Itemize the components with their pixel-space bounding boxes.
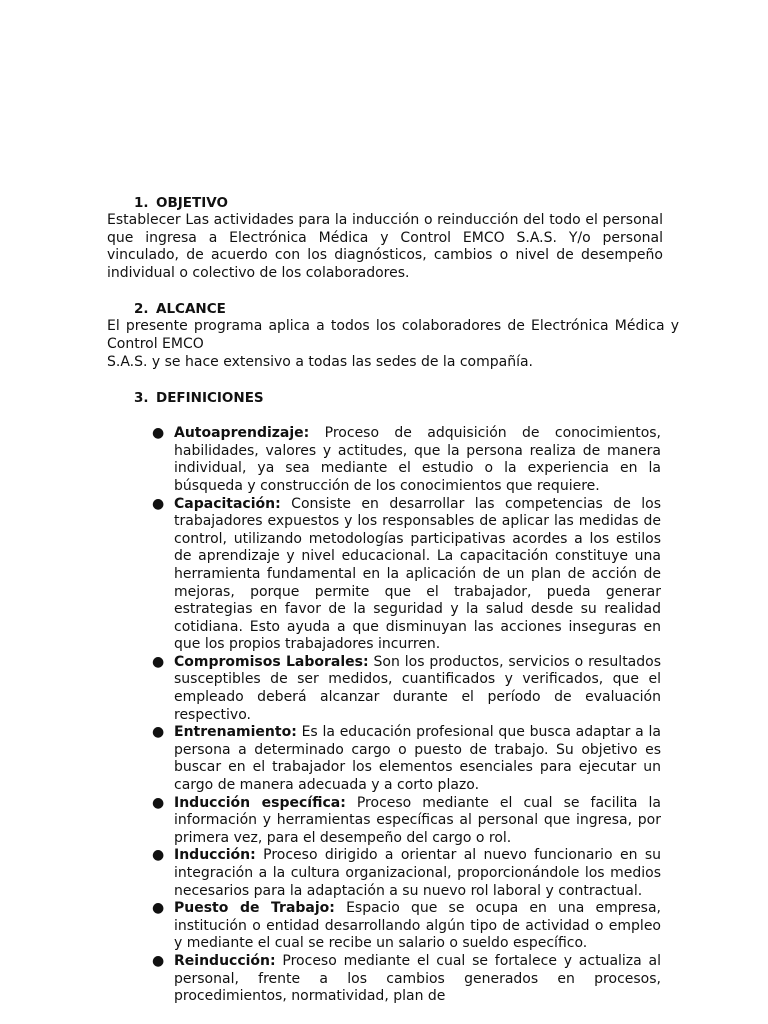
section-title: ALCANCE [156,301,226,318]
definition-text: Espacio que se ocupa en una empresa, institución o entidad desarrollando algún tipo de actividad o empleo y mediante el cual se recibe un salario o sueldo específico. [174,900,662,952]
definition-term: Inducción específica: [174,794,346,811]
definition-text: Son los productos, servicios o resultados susceptibles de ser medidos, cuantificados y verificados, que el empleado deberá alcanzar durante el período de evaluación respectivo. [174,653,662,723]
definition-text: Proceso dirigido a orientar al nuevo funcionario en su integración a la cultura organizacional, proporcionándole los medios necesarios para la adaptación a su nuevo rol laboral y contractual. [174,847,661,899]
definition-text: Es la educación profesional que busca adaptar a la persona a determinado cargo o puesto de trabajo. Su objetivo es buscar en el trabajador los elementos esenciales para ejecutar un cargo de manera adecuada y a corto plazo. [174,724,661,794]
section-title: DEFINICIONES [156,390,264,407]
section-number: 1. [134,195,149,211]
definition-item [152,953,661,1006]
bullet-icon: ● [152,847,165,864]
definition-term: Inducción: [174,847,256,864]
bullet-icon: ● [152,653,165,670]
definition-text: Proceso mediante el cual se fortalece y actualiza al personal, frente a los cambios generados en procesos, procedimientos, normatividad, plan de [174,952,661,1005]
bullet-icon: ● [152,425,165,442]
definition-term: Autoaprendizaje: [174,425,310,442]
definitions-list [107,425,680,1006]
bullet-icon: ● [152,495,165,512]
alcance-paragraph-line-2: S.A.S. y se hace extensivo a todas las sedes de la compañía. [107,353,534,370]
definition-text: Proceso de adquisición de conocimientos, habilidades, valores y actitudes, que la persona realiza de manera individual, ya sea mediante el estudio o la experiencia en la búsqueda y construcción de los conocimientos que requiere. [174,425,661,494]
definition-item [152,496,661,654]
definition-item [152,425,661,495]
definition-item [152,847,661,900]
bullet-icon: ● [152,794,165,811]
section-heading-definiciones [107,389,680,407]
definition-item [152,795,661,848]
definition-term: Entrenamiento: [174,724,297,741]
objetivo-paragraph: Establecer Las actividades para la inducción o reinducción del todo el personal que ingresa a Electrónica Médica y Control EMCO S.A.S. Y/o personal vinculado, de acuerdo con los diagnósticos, cambios o nivel de desempeño individual o colectivo de los colaboradores. [107,212,663,281]
definition-item [152,654,661,724]
section-heading-alcance [107,300,680,318]
definition-term: Capacitación: [174,495,281,512]
section-title: OBJETIVO [156,195,228,211]
bullet-icon: ● [152,952,165,969]
definition-term: Compromisos Laborales: [174,653,369,670]
definition-term: Puesto de Trabajo: [174,900,335,917]
bullet-icon: ● [152,900,165,917]
section-number: 3. [134,390,149,407]
definition-term: Reinducción: [174,952,276,969]
section-number: 2. [134,301,149,318]
definition-text: Proceso mediante el cual se facilita la información y herramientas específicas al personal que ingresa, por primera vez, para el desempeño del cargo o rol. [174,794,662,846]
definition-item [152,900,661,953]
definition-text: Consiste en desarrollar las competencias de los trabajadores expuestos y los responsables de aplicar las medidas de control, utilizando metodologías participativas acordes a los estilos de aprendizaje y nivel educacional. La capacitación constituye una herramienta fundamental en la aplicación de un plan de acción de mejoras, porque permite que el trabajador, pueda generar estrategias en favor de la seguridad y la salud desde su realidad cotidiana. Esto ayuda a que disminuyan las acciones inseguras en que los propios trabajadores incurren. [174,495,661,653]
bullet-icon: ● [152,724,165,741]
alcance-paragraph-line-1: El presente programa aplica a todos los colaboradores de Electrónica Médica y Control EMCO [107,318,679,352]
section-heading-objetivo [107,194,680,212]
definition-item [152,724,661,794]
